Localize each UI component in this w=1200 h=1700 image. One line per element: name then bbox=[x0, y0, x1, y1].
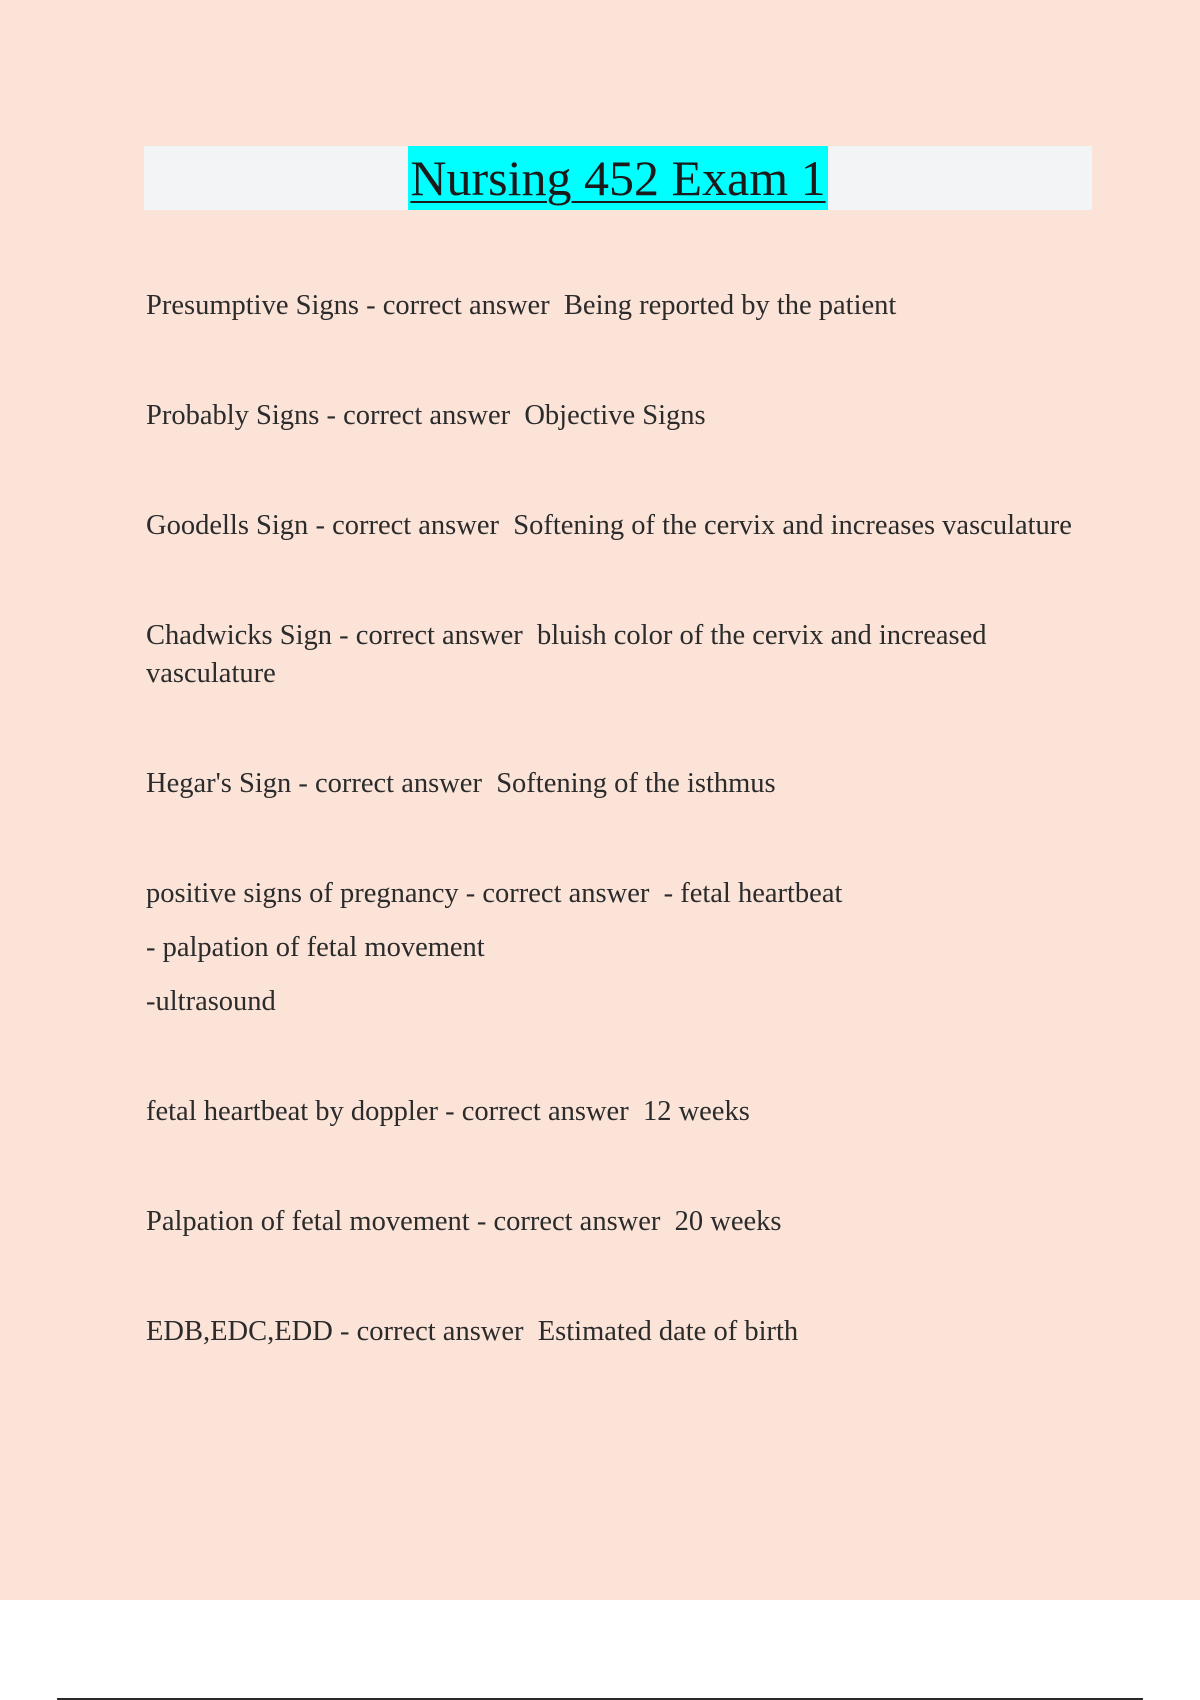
title-band bbox=[144, 146, 1092, 210]
qa-term: fetal heartbeat by doppler - bbox=[146, 1096, 462, 1127]
qa-item-hegars-sign bbox=[146, 765, 1076, 803]
qa-term: Probably Signs - bbox=[146, 400, 343, 431]
qa-answer: Softening of the cervix and increases vasculature bbox=[513, 509, 1072, 541]
qa-marker: correct answer bbox=[382, 289, 550, 321]
qa-answer: Objective Signs bbox=[524, 399, 706, 431]
qa-marker: correct answer bbox=[356, 1315, 524, 1347]
qa-item-fetal-movement bbox=[146, 1203, 1076, 1241]
qa-answer: Estimated date of birth bbox=[537, 1315, 799, 1347]
qa-item-positive-signs bbox=[146, 867, 1076, 1029]
qa-term: Palpation of fetal movement - bbox=[146, 1206, 493, 1237]
qa-answer: 20 weeks bbox=[674, 1205, 782, 1237]
qa-answer: bluish color of the cervix and increased vasculature bbox=[146, 619, 987, 689]
qa-answer-line: -ultrasound bbox=[146, 985, 276, 1017]
qa-answer: Softening of the isthmus bbox=[496, 767, 776, 799]
qa-marker: correct answer bbox=[493, 1205, 661, 1237]
qa-item-doppler-heartbeat bbox=[146, 1093, 1076, 1131]
qa-marker: correct answer bbox=[461, 1095, 629, 1127]
qa-marker: correct answer bbox=[482, 877, 650, 909]
qa-marker: correct answer bbox=[343, 399, 511, 431]
qa-answer: 12 weeks bbox=[642, 1095, 750, 1127]
qa-item-edb-edc-edd bbox=[146, 1313, 1076, 1351]
qa-answer-line: - palpation of fetal movement bbox=[146, 931, 485, 963]
qa-term: Goodells Sign - bbox=[146, 510, 332, 541]
qa-marker: correct answer bbox=[355, 619, 523, 651]
qa-term: EDB,EDC,EDD - bbox=[146, 1316, 357, 1347]
qa-item-presumptive-signs bbox=[146, 287, 1076, 325]
qa-marker: correct answer bbox=[315, 767, 482, 799]
qa-item-chadwicks-sign bbox=[146, 617, 1076, 693]
qa-marker: correct answer bbox=[332, 509, 499, 541]
document-title: Nursing 452 Exam 1 bbox=[408, 146, 827, 210]
qa-answer: - fetal heartbeat bbox=[663, 877, 843, 909]
qa-term: positive signs of pregnancy - bbox=[146, 878, 482, 909]
qa-term: Hegar's Sign - bbox=[146, 768, 315, 799]
qa-list bbox=[146, 258, 1076, 1423]
qa-item-goodells-sign bbox=[146, 507, 1076, 545]
qa-answer: Being reported by the patient bbox=[563, 289, 897, 321]
qa-term: Chadwicks Sign - bbox=[146, 620, 356, 651]
qa-item-probably-signs bbox=[146, 397, 1076, 435]
qa-term: Presumptive Signs - bbox=[146, 290, 383, 321]
